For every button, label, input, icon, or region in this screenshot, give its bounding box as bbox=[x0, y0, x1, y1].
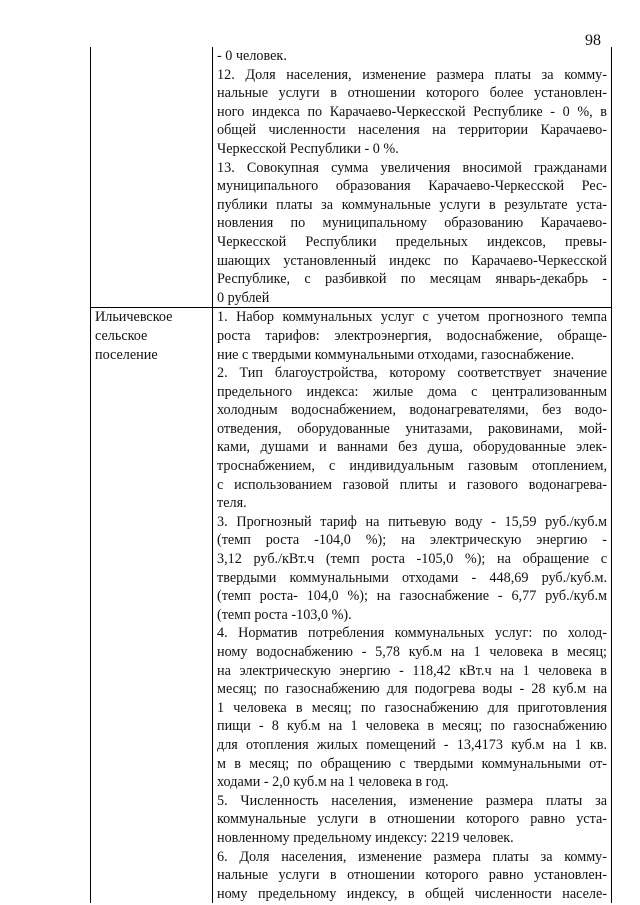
page-number: 98 bbox=[585, 32, 601, 49]
text-line: 3. Прогнозный тариф на питьевую воду - 15,59 руб./куб.м bbox=[217, 513, 607, 530]
settlement-name bbox=[95, 308, 208, 364]
text-line: нальные услуги в отношении которого более установлен- bbox=[217, 85, 607, 102]
text-line: ного индекса по Карачаево-Черкесской Республике - 0 %, в bbox=[217, 103, 607, 120]
text-line: 1. Набор коммунальных услуг с учетом прогнозного темпа bbox=[217, 309, 607, 326]
settlement-name-line: Ильичевское bbox=[95, 309, 173, 326]
text-line: холодным водоснабжением, водонагревателями, без водо- bbox=[217, 402, 607, 419]
row-text-cell bbox=[213, 308, 612, 904]
text-line: предельного индекса: жилые дома с централизованным bbox=[217, 383, 607, 400]
row-text bbox=[217, 308, 607, 903]
text-line: новленному предельному индексу: 2219 человек. bbox=[217, 829, 514, 846]
text-line: шающих установленный индекс по Карачаево-Черкесской bbox=[217, 252, 607, 269]
text-line: ние с твердыми коммунальными отходами, газоснабжение. bbox=[217, 346, 575, 363]
text-line: троснабжением, с индивидуальным газовым отоплением, bbox=[217, 458, 607, 475]
text-line: 0 рублей bbox=[217, 289, 270, 306]
indices-table bbox=[90, 47, 612, 903]
text-line: твердыми коммунальными отходами - 448,69 руб./куб.м. bbox=[217, 569, 607, 586]
text-line: общей численности населения на территории Карачаево- bbox=[217, 122, 607, 139]
text-line: муниципального образования Карачаево-Черкесской Рес- bbox=[217, 178, 607, 195]
text-line: 2. Тип благоустройства, которому соответствует значение bbox=[217, 365, 607, 382]
text-line: ному водоснабжению - 5,78 куб.м на 1 человека в месяц; bbox=[217, 644, 607, 660]
settlement-name-cell bbox=[91, 308, 213, 904]
row-text bbox=[217, 47, 607, 307]
text-line: 12. Доля населения, изменение размера платы за комму- bbox=[217, 66, 607, 83]
settlement-name-line: поселение bbox=[95, 346, 158, 363]
text-line: 3,12 руб./кВт.ч (темп роста -105,0 %); на обращение с bbox=[217, 551, 607, 568]
text-line: нальные услуги в отношении которого равно установлен- bbox=[217, 867, 607, 884]
text-line: месяц; по газоснабжению для подогрева воды - 28 куб.м на bbox=[217, 681, 607, 698]
text-line: для отопления жилых помещений - 13,4173 куб.м на 1 кв. bbox=[217, 736, 607, 753]
text-line: 1 человека в месяц; по газоснабжению для приготовления bbox=[217, 699, 607, 716]
table-row-ilichevskoe bbox=[91, 308, 612, 904]
text-line: м в месяц; по обращению с твердыми коммунальными от- bbox=[217, 755, 607, 772]
text-line: Черкесской Республики - 0 %. bbox=[217, 140, 399, 157]
text-line: коммунальные услуги в отношении которого равно уста- bbox=[217, 811, 607, 828]
settlement-name-line: сельское bbox=[95, 327, 148, 344]
text-line: с использованием газовой плиты и газового водонагрева- bbox=[217, 476, 607, 493]
text-line: (темп роста -103,0 %). bbox=[217, 606, 352, 623]
settlement-name-cell bbox=[91, 47, 213, 308]
text-line: ному предельному индексу, в общей численности населе- bbox=[217, 885, 607, 902]
text-line: ками, душами и ваннами без душа, оборудованные элек- bbox=[217, 439, 607, 456]
text-line: отведения, оборудованные унитазами, раковинами, мой- bbox=[217, 420, 607, 437]
table-row-continuation bbox=[91, 47, 612, 308]
text-line: Республике, с разбивкой по месяцам январь-декабрь - bbox=[217, 271, 607, 288]
text-line: новления по муниципальному образованию Карачаево- bbox=[217, 215, 607, 232]
text-line: на электрическую энергию - 118,42 кВт.ч на 1 человека в bbox=[217, 662, 607, 679]
text-line: (темп роста- 104,0 %); на газоснабжение - 6,77 руб./куб.м bbox=[217, 588, 607, 605]
text-line: 13. Совокупная сумма увеличения вносимой гражданами bbox=[217, 159, 607, 176]
text-line: Черкесской Республики предельных индексов, превы- bbox=[217, 233, 607, 250]
text-line: 6. Доля населения, изменение размера платы за комму- bbox=[217, 848, 607, 865]
text-line: роста тарифов: электроэнергия, водоснабжение, обраще- bbox=[217, 327, 607, 344]
text-line: 5. Численность населения, изменение размера платы за bbox=[217, 792, 607, 809]
text-line: - 0 человек. bbox=[217, 48, 287, 64]
text-line: публики платы за коммунальные услуги в результате уста- bbox=[217, 196, 607, 213]
text-line: ходами - 2,0 куб.м на 1 человека в год. bbox=[217, 774, 449, 791]
text-line: (темп роста -104,0 %); на электрическую энергию - bbox=[217, 532, 607, 549]
text-line: пищи - 8 куб.м на 1 человека в месяц; по газоснабжению bbox=[217, 718, 607, 735]
text-line: теля. bbox=[217, 495, 247, 512]
row-text-cell bbox=[213, 47, 612, 308]
text-line: 4. Норматив потребления коммунальных услуг: по холод- bbox=[217, 625, 607, 642]
